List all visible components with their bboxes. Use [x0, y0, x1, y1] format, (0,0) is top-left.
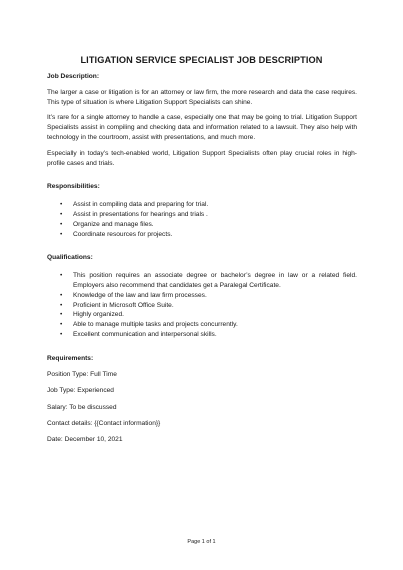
contact-details: Contact details: {{Contact information}} — [47, 419, 161, 427]
list-item-text: Assist in presentations for hearings and trials . — [73, 210, 208, 218]
document-title: LITIGATION SERVICE SPECIALIST JOB DESCRIPTION — [80, 55, 323, 65]
requirements-heading: Requirements: — [47, 354, 94, 362]
responsibilities-heading: Responsibilities: — [47, 183, 100, 191]
date: Date: December 10, 2021 — [47, 436, 123, 444]
list-item — [47, 330, 357, 340]
bullet-icon: • — [60, 321, 63, 329]
bullet-icon: • — [60, 210, 63, 218]
job-description-paragraph: Especially in today’s tech-enabled world, Litigation Support Specialists often play crucial roles in high-profile cases and trials. — [47, 149, 357, 167]
list-item-text: Proficient in Microsoft Office Suite. — [73, 301, 174, 309]
list-item-text: Organize and manage files. — [73, 220, 154, 228]
qualifications-heading: Qualifications: — [47, 254, 93, 262]
list-item-text: Assist in compiling data and preparing for trial. — [73, 201, 209, 209]
list-item — [47, 310, 357, 320]
page-number: Page 1 of 1 — [187, 539, 216, 545]
list-item-text: Excellent communication and interpersonal skills. — [73, 330, 217, 338]
job-type: Job Type: Experienced — [47, 387, 114, 395]
job-description-paragraph: The larger a case or litigation is for an attorney or law firm, the more research and data the case requires. This type of situation is where Litigation Support Specialists can shine. — [47, 88, 357, 106]
list-item — [47, 291, 357, 301]
list-item — [47, 320, 357, 330]
qualifications-list — [47, 271, 357, 340]
job-description-paragraph: It’s rare for a single attorney to handle a case, especially one that may be going to trial. Litigation Support Specialists assist in compiling and checking data and information related to a lawsuit. They also help with technology in the courtroom, assist with presentations, and much more. — [47, 114, 357, 141]
job-description-heading: Job Description: — [47, 73, 100, 80]
list-item-text: Knowledge of the law and law firm processes. — [73, 291, 207, 299]
list-item — [47, 271, 357, 291]
document-body — [47, 72, 357, 445]
list-item-text: Able to manage multiple tasks and projects concurrently. — [73, 321, 238, 329]
list-item — [47, 210, 357, 220]
bullet-icon: • — [60, 311, 63, 319]
bullet-icon: • — [60, 230, 63, 238]
list-item-text: Highly organized. — [73, 311, 124, 319]
bullet-icon: • — [60, 272, 63, 280]
bullet-icon: • — [60, 201, 63, 209]
list-item — [47, 220, 357, 230]
position-type: Position Type: Full Time — [47, 371, 117, 379]
list-item-text: This position requires an associate degree or bachelor’s degree in law or a related field. Employers also recommend that candidates get a Paralegal Certificate. — [73, 272, 357, 289]
bullet-icon: • — [60, 220, 63, 228]
responsibilities-list — [47, 200, 357, 239]
salary: Salary: To be discussed — [47, 403, 117, 411]
bullet-icon: • — [60, 330, 63, 338]
list-item — [47, 230, 357, 240]
bullet-icon: • — [60, 301, 63, 309]
list-item-text: Coordinate resources for projects. — [73, 230, 173, 238]
list-item — [47, 200, 357, 210]
list-item — [47, 301, 357, 311]
bullet-icon: • — [60, 291, 63, 299]
